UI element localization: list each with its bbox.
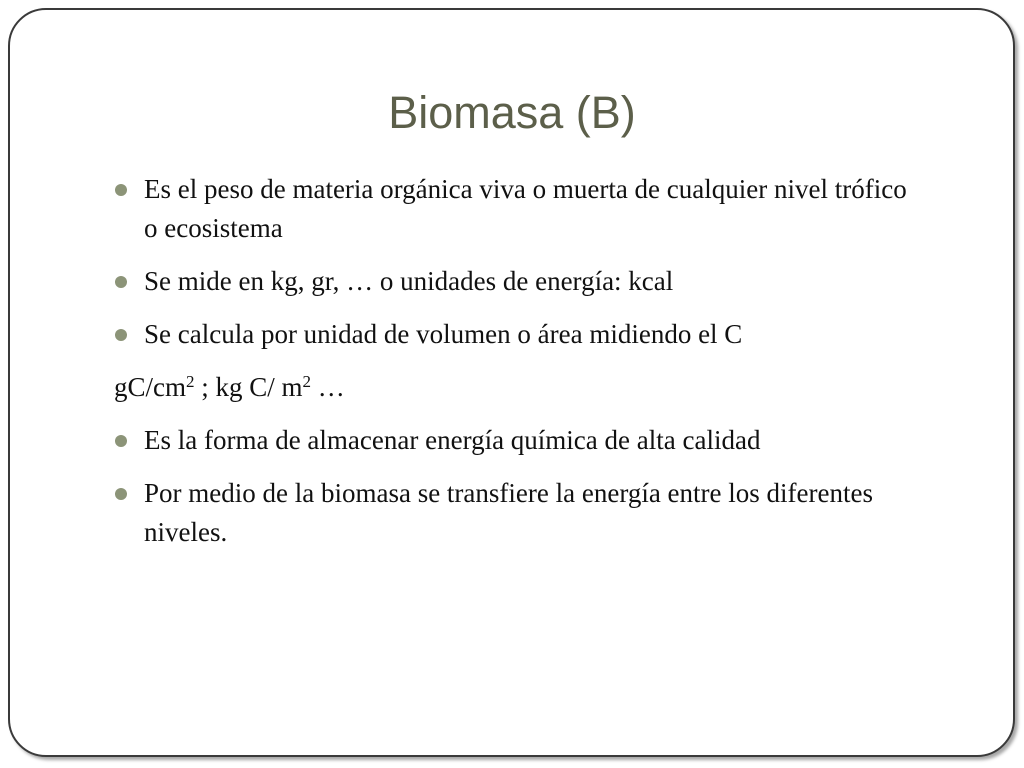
bullet-dot-icon [115, 488, 127, 500]
bullet-text: Se calcula por unidad de volumen o área midiendo el C [144, 319, 743, 349]
bullet-dot-icon [115, 435, 127, 447]
bullet-text: Es la forma de almacenar energía química de alta calidad [144, 425, 761, 455]
bullet-text: Se mide en kg, gr, … o unidades de energía: kcal [144, 266, 674, 296]
bullet-dot-icon [115, 329, 127, 341]
bullet-text: Es el peso de materia orgánica viva o muerta de cualquier nivel trófico o ecosistema [144, 174, 907, 243]
bullet-item [115, 262, 915, 301]
bullet-text: Por medio de la biomasa se transfiere la energía entre los diferentes niveles. [144, 478, 873, 547]
bullet-item [115, 170, 915, 248]
slide-title: Biomasa (B) [388, 87, 636, 138]
slide-body [115, 170, 915, 566]
bullet-dot-icon [115, 276, 127, 288]
units-exponent-1: 2 [186, 372, 195, 391]
bullet-item [115, 421, 915, 460]
units-part-2: ; kg C/ m [194, 372, 303, 402]
bullet-item [115, 315, 915, 354]
units-exponent-2: 2 [302, 372, 312, 391]
units-line [114, 368, 915, 407]
bullet-dot-icon [115, 184, 127, 196]
units-part-1: gC/cm [114, 372, 186, 402]
bullet-item [115, 474, 915, 552]
units-part-3: … [311, 372, 345, 402]
